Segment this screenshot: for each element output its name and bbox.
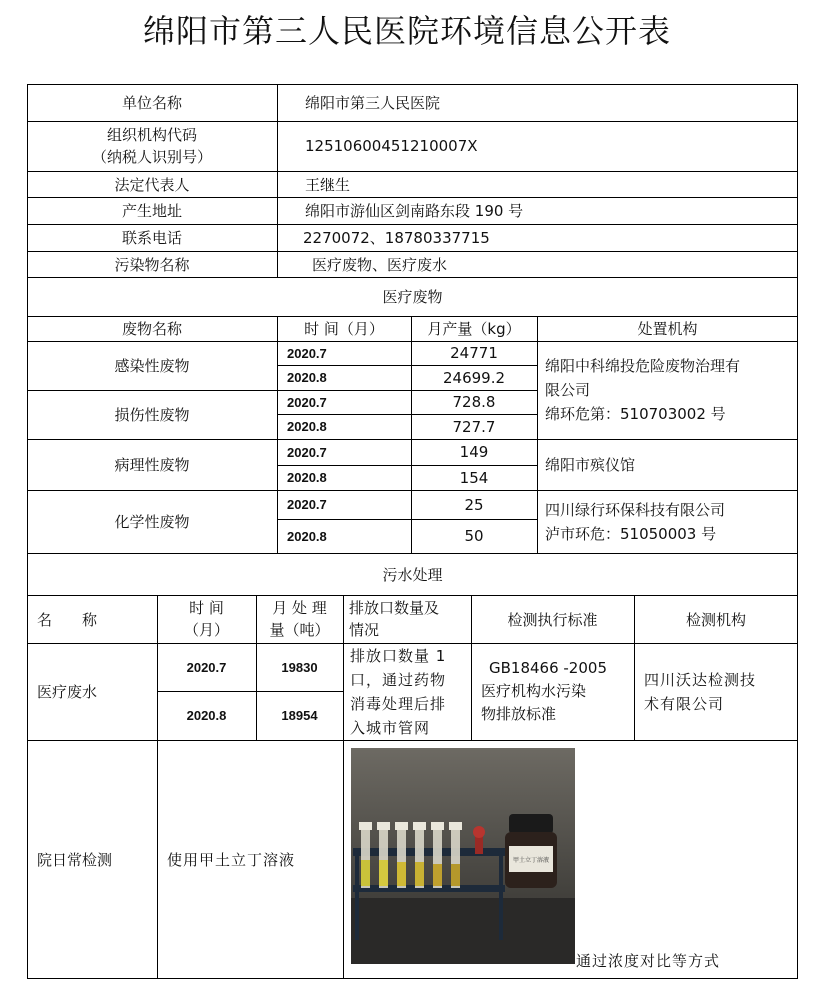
sewage-header-outlet-line1: 排放口数量及 (349, 599, 440, 617)
page-title: 绵阳市第三人民医院环境信息公开表 (142, 12, 671, 50)
sewage-standard-line: GB18466 -2005 (489, 659, 607, 677)
waste-header-name: 废物名称 (121, 320, 182, 338)
waste-month: 2020.7 (287, 345, 327, 361)
waste-header-time: 时 间（月） (304, 320, 384, 338)
disposal-org-line: 四川绿行环保科技有限公司 (545, 500, 726, 519)
sewage-outlet-line: 消毒处理后排 (350, 694, 447, 713)
medical-waste-section-title: 医疗废物 (382, 288, 443, 306)
sewage-standard-line: 物排放标准 (481, 705, 557, 723)
disposal-org-lvxing (545, 490, 795, 553)
waste-amount: 149 (459, 443, 489, 461)
sewage-header-outlet (343, 595, 471, 643)
daily-check-caption: 通过浓度对比等方式 (576, 951, 721, 970)
daily-check-method: 使用甲土立丁溶液 (167, 851, 296, 869)
org-code-label-line1: 组织机构代码 (106, 126, 197, 144)
waste-month: 2020.7 (287, 444, 327, 460)
sewage-header-quantity-line2: 量（吨） (269, 621, 330, 639)
waste-name-sharps: 损伤性废物 (114, 406, 190, 424)
disposal-org-zhongke (545, 341, 795, 439)
waste-month: 2020.7 (287, 394, 327, 410)
sewage-header-outlet-line2: 情况 (349, 621, 380, 639)
waste-name-infectious: 感染性废物 (114, 357, 190, 375)
sewage-header-standard: 检测执行标准 (507, 610, 598, 629)
waste-name-pathological: 病理性废物 (114, 456, 190, 474)
rep-value: 王继生 (305, 175, 351, 194)
sewage-header-name: 名 称 (37, 610, 98, 629)
waste-name-chemical: 化学性废物 (114, 513, 190, 531)
org-code-label-line2: （纳税人识别号） (91, 148, 212, 166)
unit-value: 绵阳市第三人民医院 (305, 94, 441, 112)
sewage-outlet-desc (343, 643, 471, 740)
test-tubes-illustration (351, 748, 575, 964)
waste-amount: 727.7 (452, 417, 496, 436)
pollutant-label: 污染物名称 (114, 255, 190, 274)
bottle-label: 甲土立丁溶液 (512, 857, 550, 864)
sewage-header-org: 检测机构 (685, 610, 746, 629)
sewage-standard-desc (471, 643, 634, 740)
pollutant-value: 医疗废物、医疗废水 (312, 255, 448, 274)
rep-label: 法定代表人 (114, 175, 190, 194)
waste-header-amount: 月产量（kg） (427, 320, 521, 338)
sewage-header-time-line1: 时 间 (189, 599, 224, 617)
sewage-quantity: 19830 (281, 659, 318, 675)
sewage-org-line: 术有限公司 (644, 694, 725, 713)
disposal-org-line: 限公司 (545, 381, 591, 399)
waste-amount: 24771 (450, 344, 498, 362)
waste-month: 2020.8 (287, 470, 327, 485)
disposal-org-line: 绵阳中科绵投危险废物治理有 (545, 357, 741, 375)
waste-amount: 25 (464, 495, 484, 514)
daily-check-label: 院日常检测 (37, 851, 113, 869)
phone-value: 2270072、18780337715 (303, 229, 490, 247)
sewage-header-time-line2: （月） (183, 621, 229, 639)
sewage-header-time (157, 595, 256, 643)
waste-month: 2020.8 (287, 419, 327, 434)
waste-amount: 24699.2 (442, 368, 506, 387)
test-tubes-photo (351, 748, 575, 964)
sewage-standard-line: 医疗机构水污染 (481, 682, 587, 700)
waste-month: 2020.8 (287, 528, 327, 544)
unit-label: 单位名称 (121, 94, 182, 112)
disposal-org-funeral: 绵阳市殡仪馆 (545, 456, 636, 474)
phone-label: 联系电话 (121, 229, 182, 247)
sewage-header-quantity-line1: 月 处 理 (272, 599, 327, 617)
sewage-header-quantity (256, 595, 343, 643)
sewage-outlet-line: 口，通过药物 (350, 670, 447, 689)
sewage-outlet-line: 排放口数量 1 (350, 646, 447, 665)
sewage-org-line: 四川沃达检测技 (644, 670, 757, 689)
sewage-quantity: 18954 (281, 708, 318, 723)
address-label: 产生地址 (121, 202, 182, 220)
sewage-outlet-line: 入城市管网 (350, 718, 431, 737)
waste-month: 2020.8 (287, 370, 327, 385)
waste-header-disposal: 处置机构 (637, 320, 698, 338)
waste-amount: 728.8 (452, 393, 496, 411)
disposal-org-line: 泸市环危：51050003 号 (545, 524, 717, 543)
waste-amount: 154 (459, 468, 489, 487)
address-value: 绵阳市游仙区剑南路东段 190 号 (305, 202, 524, 220)
sewage-name: 医疗废水 (37, 683, 98, 701)
sewage-org-desc (634, 643, 798, 740)
sewage-month: 2020.7 (186, 659, 227, 675)
waste-amount: 50 (464, 527, 484, 545)
disposal-org-line: 绵环危第：510703002 号 (545, 405, 726, 423)
org-code-value: 12510600451210007X (305, 137, 478, 155)
waste-month: 2020.7 (287, 497, 327, 512)
org-code-label (27, 121, 277, 171)
sewage-month: 2020.8 (186, 708, 227, 723)
sewage-section-title: 污水处理 (382, 565, 443, 584)
